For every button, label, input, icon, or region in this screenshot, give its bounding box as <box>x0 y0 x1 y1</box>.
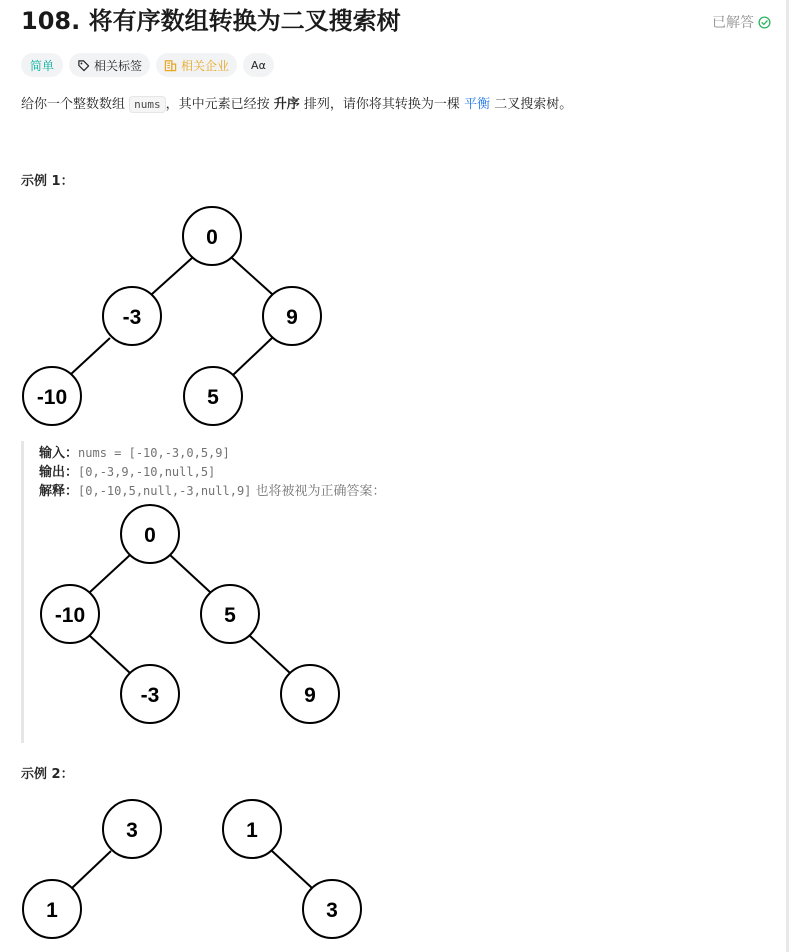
ascending-bold: 升序 <box>273 97 300 112</box>
tree-node-label: 1 <box>46 899 58 922</box>
solved-status <box>712 12 771 32</box>
related-companies-button[interactable] <box>156 53 237 77</box>
tag-icon <box>77 59 90 72</box>
tree-node-label: 0 <box>144 524 156 547</box>
difficulty-badge[interactable] <box>21 53 63 77</box>
tree-node-label: 1 <box>246 819 258 842</box>
building-icon <box>164 59 177 72</box>
difficulty-label: 简单 <box>30 58 55 73</box>
problem-title[interactable]: 108. 将有序数组转换为二叉搜索树 <box>21 7 401 35</box>
desc-text-1: 给你一个整数数组 <box>21 97 130 112</box>
nums-code: nums <box>129 96 166 113</box>
example-2-label: 示例 2： <box>21 767 74 782</box>
output-label: 输出： <box>39 465 79 480</box>
example-2-tree-diagram <box>0 790 380 952</box>
tree-node-label: -3 <box>140 684 160 707</box>
solved-label: 已解答 <box>712 15 754 31</box>
tree-node-label: -10 <box>54 604 86 627</box>
desc-text-3: 排列，请你将其转换为一棵 <box>299 97 465 112</box>
tree-node-label: 5 <box>224 604 236 627</box>
explain-value: [0,-10,5,null,-3,null,9] <box>78 484 252 498</box>
tree-node-label: 0 <box>206 226 218 249</box>
tree-node-label: 9 <box>286 306 298 329</box>
input-value: nums = [-10,-3,0,5,9] <box>78 446 230 460</box>
related-tags-label: 相关标签 <box>94 58 143 73</box>
related-tags-button[interactable] <box>69 53 150 77</box>
desc-text-4: 二叉搜索树。 <box>490 97 573 112</box>
explain-label: 解释： <box>39 484 79 499</box>
font-size-icon: Aα <box>251 58 266 72</box>
explain-text: 也将被视为正确答案： <box>251 484 386 499</box>
example-1-label: 示例 1： <box>21 174 74 189</box>
example-1-output <box>39 463 215 482</box>
tag-bar <box>21 53 274 77</box>
output-value: [0,-3,9,-10,null,5] <box>78 465 216 479</box>
example-1-explanation <box>39 482 386 501</box>
font-size-button[interactable] <box>243 53 274 77</box>
example-1-tree-diagram <box>0 200 360 435</box>
example-1-input <box>39 444 230 463</box>
balanced-link[interactable]: 平衡 <box>464 97 491 112</box>
tree-node-label: 3 <box>126 819 138 842</box>
title-row <box>21 4 771 40</box>
desc-text-2: ，其中元素已经按 <box>165 97 274 112</box>
tree-node-label: -10 <box>36 386 68 409</box>
tree-node-label: 5 <box>207 386 219 409</box>
tree-node-label: 9 <box>304 684 316 707</box>
input-label: 输入： <box>39 446 79 461</box>
check-circle-icon <box>758 16 771 29</box>
tree-node-label: -3 <box>122 306 142 329</box>
example-1-alt-tree-diagram <box>0 500 360 730</box>
problem-description <box>21 93 572 117</box>
tree-node-label: 3 <box>326 899 338 922</box>
related-companies-label: 相关企业 <box>181 58 230 73</box>
